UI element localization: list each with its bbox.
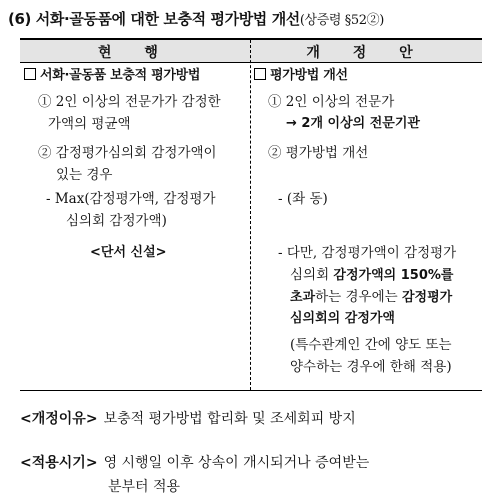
revision-reason <box>20 408 356 428</box>
table-header <box>20 40 482 63</box>
current-section-label: 서화·골동품 보충적 평가방법 <box>40 68 201 83</box>
current-sub-line1: - Max(감정평가액, 감정평가 <box>46 191 216 207</box>
proposed-item2-line1: ② 평가방법 개선 <box>268 145 369 161</box>
application-timing-line2: 분부터 적용 <box>108 479 181 495</box>
proposed-section-label: 평가방법 개선 <box>270 68 348 83</box>
proposed-item1-line2: → 2개 이상의 전문기관 <box>286 116 420 131</box>
section-title-reference: (상증령 §52②) <box>299 13 384 28</box>
proposed-sub-line1: - (좌 동) <box>278 191 328 207</box>
proposed-note-line3-bold2: 감정평가 <box>401 290 453 305</box>
proposed-note-line1: - 다만, 감정평가액이 감정평가 <box>278 245 457 261</box>
revision-reason-label: <개정이유> <box>20 411 98 427</box>
section-title <box>8 8 488 29</box>
comparison-table <box>20 38 482 391</box>
proposed-note-line6: 양수하는 경우에 한해 적용) <box>290 359 452 375</box>
current-sub-line2: 심의회 감정가액) <box>66 213 167 229</box>
current-item2-line2: 있는 경우 <box>56 167 113 183</box>
proposed-note-line3-plain: 하는 경우에는 <box>315 289 402 305</box>
application-timing <box>20 452 369 472</box>
proposed-note-line2 <box>290 264 453 287</box>
column-divider <box>250 40 251 390</box>
current-item2-line1: ② 감정평가심의회 감정가액이 <box>38 145 217 161</box>
proposed-note-line3-bold: 초과 <box>290 290 316 305</box>
proposed-section-heading <box>254 64 348 87</box>
application-timing-text-line1: 영 시행일 이후 상속이 개시되거나 증여받는 <box>103 455 370 471</box>
section-title-main: (6) 서화·골동품에 대한 보충적 평가방법 개선 <box>8 10 300 28</box>
proposed-item1-line1: ① 2인 이상의 전문가 <box>268 94 395 110</box>
current-new-note: <단서 신설> <box>90 245 167 260</box>
current-section-heading <box>24 64 200 87</box>
current-item1-line2: 가액의 평균액 <box>48 116 131 132</box>
proposed-note-line2-bold: 감정가액의 150%를 <box>333 268 454 283</box>
checkbox-square-icon <box>24 68 36 80</box>
proposed-note-line2-plain: 심의회 <box>290 267 334 283</box>
proposed-note-line4: 심의회의 감정가액 <box>290 311 395 326</box>
checkbox-square-icon <box>254 68 266 80</box>
proposed-note-line5: (특수관계인 간에 양도 또는 <box>290 337 452 353</box>
header-current: 현 행 <box>98 45 172 61</box>
header-proposed: 개 정 안 <box>306 45 427 61</box>
revision-reason-text: 보충적 평가방법 합리화 및 조세회피 방지 <box>103 411 356 427</box>
current-item1-line1: ① 2인 이상의 전문가가 감정한 <box>38 94 221 110</box>
application-timing-label: <적용시기> <box>20 455 98 471</box>
proposed-note-line3 <box>290 286 452 309</box>
